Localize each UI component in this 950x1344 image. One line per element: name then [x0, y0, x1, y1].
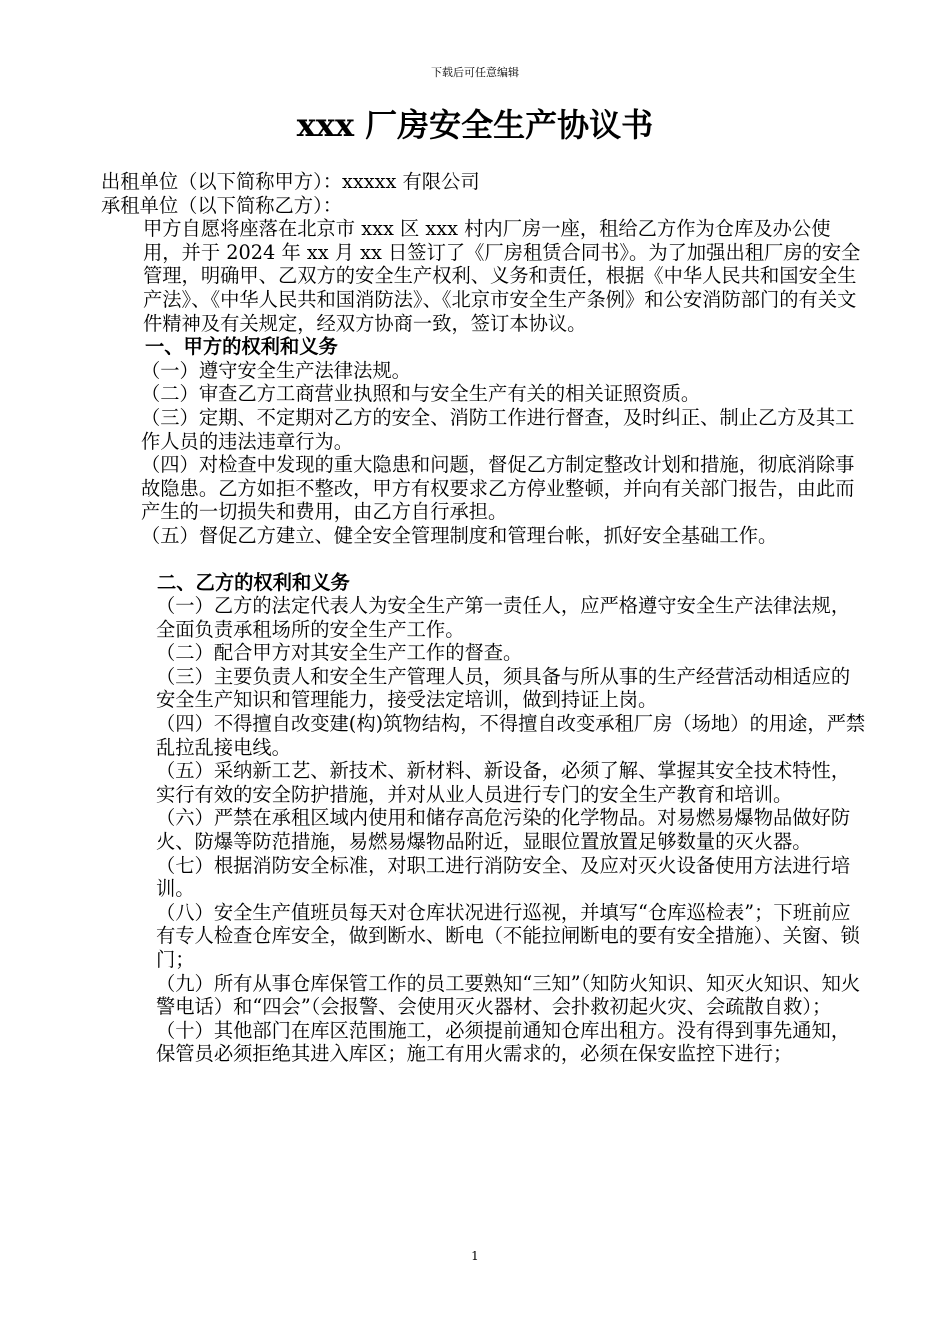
section-one-heading: 一、甲方的权利和义务 — [145, 335, 338, 359]
section-one-item: （四）对检查中发现的重大隐患和问题，督促乙方制定整改计划和措施，彻底消除事故隐患。乙方如拒不整改，甲方有权要求乙方停业整顿，并向有关部门报告，由此而产生的一切损失和费用，由乙方自行承担。 — [141, 453, 855, 524]
document-title: xxx 厂房安全生产协议书 — [296, 106, 654, 144]
lessor-line: 出租单位（以下简称甲方）：xxxxx 有限公司 — [101, 170, 480, 193]
section-two-item: （四）不得擅自改变建(构)筑物结构，不得擅自改变承租厂房（场地）的用途，严禁乱拉乱接电线。 — [156, 712, 866, 759]
lessee-line: 承租单位（以下简称乙方）： — [101, 193, 343, 217]
page-number: 1 — [471, 1249, 479, 1263]
section-two-item: （五）采纳新工艺、新技术、新材料、新设备，必须了解、掌握其安全技术特性，实行有效的安全防护措施，并对从业人员进行专门的安全生产教育和培训。 — [156, 759, 851, 806]
section-spacer — [101, 548, 869, 571]
section-two-item: （九）所有从事仓库保管工作的员工要熟知“三知”（知防火知识、知灭火知识、知火警电话）和“四会”（会报警、会使用灭火器材、会扑救初起火灾、会疏散自救）； — [156, 971, 861, 1019]
section-two-item: （十）其他部门在库区范围施工，必须提前通知仓库出租方。没有得到事先通知，保管员必须拒绝其进入库区；施工有用火需求的，必须在保安监控下进行； — [156, 1018, 851, 1066]
section-two-item: （二）配合甲方对其安全生产工作的督查。 — [156, 641, 523, 665]
header-note: 下载后可任意编辑 — [431, 66, 519, 79]
section-one-item: （五）督促乙方建立、健全安全管理制度和管理台帐，抓好安全基础工作。 — [141, 523, 778, 547]
section-two-item: （八）安全生产值班员每天对仓库状况进行巡视，并填写“仓库巡检表”；下班前应有专人检查仓库安全，做到断水、断电（不能拉闸断电的要有安全措施）、关窗、锁门； — [156, 900, 860, 971]
section-two-item: （六）严禁在承租区域内使用和储存高危污染的化学物品。对易燃易爆物品做好防火、防爆等防范措施，易燃易爆物品附近，显眼位置放置足够数量的灭火器。 — [156, 806, 851, 854]
document-body — [101, 170, 869, 1066]
section-one-item: （三）定期、不定期对乙方的安全、消防工作进行督查，及时纠正、制止乙方及其工作人员的违法违章行为。 — [141, 405, 855, 453]
section-two-item: （三）主要负责人和安全生产管理人员，须具备与所从事的生产经营活动相适应的安全生产知识和管理能力，接受法定培训，做到持证上岗。 — [156, 664, 851, 712]
section-one-item: （一）遵守安全生产法律法规。 — [141, 358, 411, 382]
section-one-item: （二）审查乙方工商营业执照和与安全生产有关的相关证照资质。 — [141, 382, 701, 406]
section-two-item: （一）乙方的法定代表人为安全生产第一责任人，应严格遵守安全生产法律法规，全面负责承租场所的安全生产工作。 — [156, 594, 851, 641]
intro-paragraph: 甲方自愿将座落在北京市 xxx 区 xxx 村内厂房一座，租给乙方作为仓库及办公使用，并于 2024 年 xx 月 xx 日签订了《厂房租赁合同书》。为了加强出租厂房的安全管理，明确甲、乙双方的安全生产权利、义务和责任，根据《中华人民共和国安全生产法》、《中华人民共和国消防法》、《北京市安全生产条例》和公安消防部门的有关文件精神及有关规定，经双方协商一致，签订本协议。 — [143, 217, 861, 335]
section-two-item: （七）根据消防安全标准，对职工进行消防安全、及应对灭火设备使用方法进行培训。 — [156, 853, 851, 901]
section-two-heading: 二、乙方的权利和义务 — [157, 570, 350, 594]
